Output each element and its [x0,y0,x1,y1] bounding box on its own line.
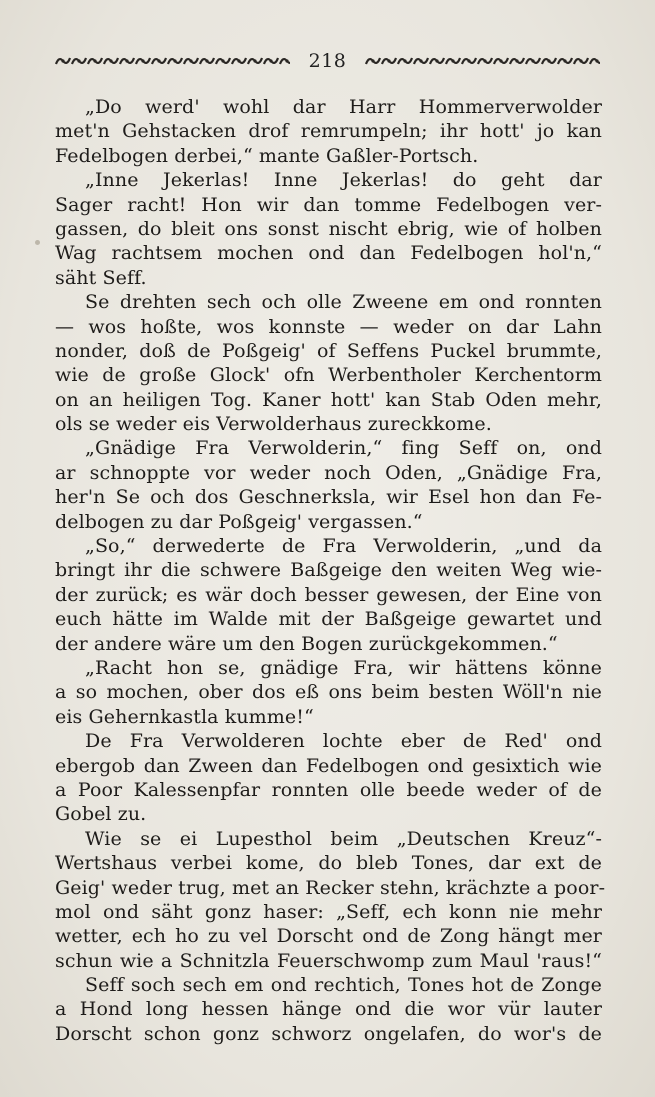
right-ornament-icon [365,54,600,68]
text-line: Dorscht schon gonz schworz ongelafen, do wor's de [55,1022,602,1045]
text-line: der andere wäre um den Bogen zurückgekommen.“ [55,632,558,655]
text-line: ebergob dan Zween dan Fedelbogen ond gesixtich wie [55,754,602,777]
text-line: säht Seff. [55,266,147,289]
text-line: Wertshaus verbei kome, do bleb Tones, dar ext de [55,852,602,875]
text-line: Fedelbogen derbei,“ mante Gaßler-Portsch. [55,144,479,167]
text-line: Sager racht! Hon wir dan tomme Fedelbogen ver- [55,193,602,216]
body-text [55,95,606,1046]
text-line: schun wie a Schnitzla Feuerschwomp zum Maul 'raus!“ [55,949,602,972]
text-line: a so mochen, ober dos eß ons beim besten Wöll'n nie [55,681,602,704]
text-line: Geig' weder trug, met an Recker stehn, krächzte a poor- [55,876,606,899]
text-line: eis Gehernkastla kumme!“ [55,705,314,728]
text-line: on an heiligen Tog. Kaner hott' kan Stab Oden mehr, [55,388,602,411]
text-line: „So,“ derwederte de Fra Verwolderin, „und da [85,535,602,558]
left-ornament-icon [55,54,290,68]
text-line: „Gnädige Fra Verwolderin,“ fing Seff on, ond [85,437,602,460]
text-line: Wag rachtsem mochen ond dan Fedelbogen hol'n,“ [55,242,602,265]
text-line: delbogen zu dar Poßgeig' vergassen.“ [55,510,423,533]
text-line: „Do werd' wohl dar Harr Hommerverwolder [85,96,602,118]
text-line: met'n Gehstacken drof remrumpeln; ihr hott' jo kan [55,120,602,143]
text-line: a Poor Kalessenpfar ronnten olle beede weder of de [55,778,602,801]
page-number: 218 [308,50,347,72]
text-line: der zurück; es wär doch besser gewesen, der Eine von [55,583,602,606]
text-line: — wos hoßte, wos konnste — weder on dar Lahn [55,315,602,338]
text-line: bringt ihr die schwere Baßgeige den weiten Weg wie- [55,559,602,582]
text-line: Wie se ei Lupesthol beim „Deutschen Kreuz“- [85,827,602,850]
page-header [55,44,600,78]
text-line: wie de große Glock' ofn Werbentholer Kerchentorm [55,364,602,387]
text-line: De Fra Verwolderen lochte eber de Red' ond [85,730,602,753]
text-line: gassen, do bleit ons sonst nischt ebrig, wie of holben [55,217,602,240]
text-line: her'n Se och dos Geschnerksla, wir Esel hon dan Fe- [55,486,602,509]
text-line: ols se weder eis Verwolderhaus zureckkome. [55,413,492,436]
text-line: Gobel zu. [55,803,147,826]
text-line: a Hond long hessen hänge ond die wor vür lauter [55,998,602,1021]
text-line: mol ond säht gonz haser: „Seff, ech konn nie mehr [55,900,602,923]
text-line: ar schnoppte vor weder noch Oden, „Gnädige Fra, [55,461,602,484]
text-line: euch hätte im Walde mit der Baßgeige gewartet und [55,608,602,631]
text-line: nonder, doß de Poßgeig' of Seffens Puckel brummte, [55,339,602,362]
text-line: Seff soch sech em ond rechtich, Tones hot de Zonge [85,974,602,997]
text-line: „Inne Jekerlas! Inne Jekerlas! do geht dar [85,169,602,192]
text-line: „Racht hon se, gnädige Fra, wir hättens könne [85,656,602,679]
text-line: wetter, ech ho zu vel Dorscht ond de Zong hängt mer [55,925,602,948]
text-line: Se drehten sech och olle Zweene em ond ronnten [85,291,602,314]
paper-speck [35,240,40,245]
